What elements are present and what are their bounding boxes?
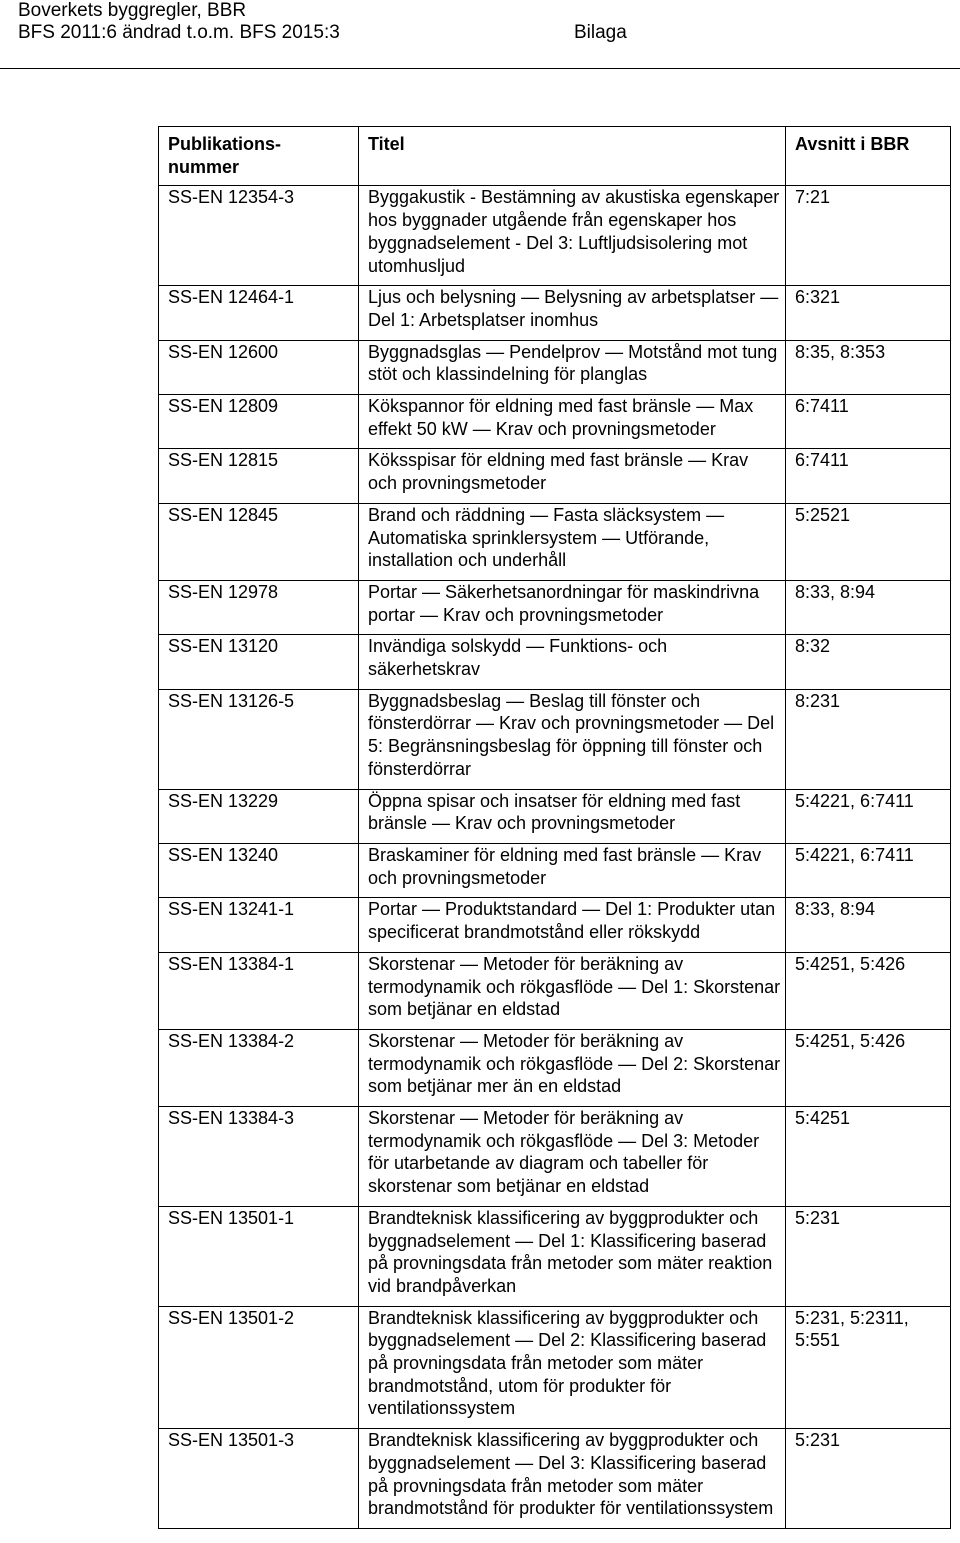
header-divider (0, 68, 960, 69)
cell-publikationsnummer: SS-EN 13501-2 (159, 1306, 359, 1429)
table-row (159, 286, 951, 340)
table-row (159, 580, 951, 634)
cell-publikationsnummer: SS-EN 13384-1 (159, 952, 359, 1029)
cell-avsnitt: 5:2521 (786, 503, 951, 580)
cell-titel: Braskaminer för eldning med fast bränsle — Krav och provningsmetoder (359, 843, 786, 897)
cell-titel: Köksspisar för eldning med fast bränsle — Krav och provningsmetoder (359, 449, 786, 503)
cell-titel: Portar — Produktstandard — Del 1: Produkter utan specificerat brandmotstånd eller rökskydd (359, 898, 786, 952)
cell-avsnitt: 5:4221, 6:7411 (786, 789, 951, 843)
table-row (159, 952, 951, 1029)
document-header-bilaga: Bilaga (574, 22, 627, 43)
cell-publikationsnummer: SS-EN 12600 (159, 340, 359, 394)
table-row (159, 340, 951, 394)
cell-avsnitt: 6:7411 (786, 395, 951, 449)
cell-titel: Skorstenar — Metoder för beräkning av termodynamik och rökgasflöde — Del 2: Skorstenar som betjänar mer än en eldstad (359, 1029, 786, 1106)
column-header-titel: Titel (359, 127, 786, 186)
cell-titel: Öppna spisar och insatser för eldning med fast bränsle — Krav och provningsmetoder (359, 789, 786, 843)
standards-table (158, 126, 951, 1529)
cell-publikationsnummer: SS-EN 13240 (159, 843, 359, 897)
cell-avsnitt: 8:35, 8:353 (786, 340, 951, 394)
cell-avsnitt: 5:231, 5:2311, 5:551 (786, 1306, 951, 1429)
column-header-avsnitt: Avsnitt i BBR (786, 127, 951, 186)
cell-publikationsnummer: SS-EN 13384-2 (159, 1029, 359, 1106)
cell-publikationsnummer: SS-EN 12978 (159, 580, 359, 634)
document-header-bfs: BFS 2011:6 ändrad t.o.m. BFS 2015:3 (18, 22, 340, 43)
cell-avsnitt: 5:231 (786, 1429, 951, 1529)
cell-avsnitt: 6:321 (786, 286, 951, 340)
cell-publikationsnummer: SS-EN 12809 (159, 395, 359, 449)
cell-titel: Byggnadsbeslag — Beslag till fönster och fönsterdörrar — Krav och provningsmetoder — Del 5: Begränsningsbeslag för öppning till fönster och fönsterdörrar (359, 689, 786, 789)
cell-titel: Skorstenar — Metoder för beräkning av termodynamik och rökgasflöde — Del 3: Metoder för utarbetande av diagram och tabeller för skorstenar som betjänar en eldstad (359, 1107, 786, 1207)
cell-avsnitt: 8:231 (786, 689, 951, 789)
cell-publikationsnummer: SS-EN 13120 (159, 635, 359, 689)
cell-titel: Kökspannor för eldning med fast bränsle — Max effekt 50 kW — Krav och provningsmetoder (359, 395, 786, 449)
table-row (159, 789, 951, 843)
table-row (159, 449, 951, 503)
cell-publikationsnummer: SS-EN 13229 (159, 789, 359, 843)
cell-titel: Skorstenar — Metoder för beräkning av termodynamik och rökgasflöde — Del 1: Skorstenar som betjänar en eldstad (359, 952, 786, 1029)
cell-titel: Byggakustik - Bestämning av akustiska egenskaper hos byggnader utgående från egenskaper hos byggnadselement - Del 3: Luftljudsisolering mot utomhusljud (359, 186, 786, 286)
cell-titel: Brand och räddning — Fasta släcksystem — Automatiska sprinklersystem — Utförande, installation och underhåll (359, 503, 786, 580)
table-row (159, 503, 951, 580)
cell-avsnitt: 8:33, 8:94 (786, 898, 951, 952)
table-row (159, 689, 951, 789)
cell-publikationsnummer: SS-EN 12815 (159, 449, 359, 503)
cell-publikationsnummer: SS-EN 13126-5 (159, 689, 359, 789)
cell-publikationsnummer: SS-EN 12845 (159, 503, 359, 580)
table-row (159, 1206, 951, 1306)
column-header-nummer: Publikations- nummer (159, 127, 359, 186)
table-header-row (159, 127, 951, 186)
cell-avsnitt: 5:4221, 6:7411 (786, 843, 951, 897)
cell-avsnitt: 5:4251 (786, 1107, 951, 1207)
table-row (159, 186, 951, 286)
cell-publikationsnummer: SS-EN 13384-3 (159, 1107, 359, 1207)
cell-publikationsnummer: SS-EN 12464-1 (159, 286, 359, 340)
cell-titel: Invändiga solskydd — Funktions- och säkerhetskrav (359, 635, 786, 689)
cell-avsnitt: 7:21 (786, 186, 951, 286)
table-row (159, 1429, 951, 1529)
cell-avsnitt: 6:7411 (786, 449, 951, 503)
table-row (159, 635, 951, 689)
cell-titel: Ljus och belysning — Belysning av arbetsplatser — Del 1: Arbetsplatser inomhus (359, 286, 786, 340)
table-row (159, 898, 951, 952)
table-row (159, 843, 951, 897)
cell-titel: Byggnadsglas — Pendelprov — Motstånd mot tung stöt och klassindelning för planglas (359, 340, 786, 394)
cell-publikationsnummer: SS-EN 12354-3 (159, 186, 359, 286)
cell-avsnitt: 8:33, 8:94 (786, 580, 951, 634)
table-row (159, 1029, 951, 1106)
cell-titel: Brandteknisk klassificering av byggprodukter och byggnadselement — Del 1: Klassificering baserad på provningsdata från metoder som mäter reaktion vid brandpåverkan (359, 1206, 786, 1306)
cell-avsnitt: 5:4251, 5:426 (786, 952, 951, 1029)
cell-publikationsnummer: SS-EN 13501-1 (159, 1206, 359, 1306)
cell-titel: Brandteknisk klassificering av byggprodukter och byggnadselement — Del 2: Klassificering baserad på provningsdata från metoder som mäter brandmotstånd, utom för produkter för ventilationssystem (359, 1306, 786, 1429)
cell-avsnitt: 5:4251, 5:426 (786, 1029, 951, 1106)
cell-publikationsnummer: SS-EN 13501-3 (159, 1429, 359, 1529)
table-row (159, 1306, 951, 1429)
table-row (159, 1107, 951, 1207)
table-row (159, 395, 951, 449)
document-header-title: Boverkets byggregler, BBR (18, 0, 247, 21)
cell-avsnitt: 5:231 (786, 1206, 951, 1306)
cell-titel: Portar — Säkerhetsanordningar för maskindrivna portar — Krav och provningsmetoder (359, 580, 786, 634)
cell-publikationsnummer: SS-EN 13241-1 (159, 898, 359, 952)
cell-avsnitt: 8:32 (786, 635, 951, 689)
cell-titel: Brandteknisk klassificering av byggprodukter och byggnadselement — Del 3: Klassificering baserad på provningsdata från metoder som mäter brandmotstånd för produkter för ventilationssystem (359, 1429, 786, 1529)
